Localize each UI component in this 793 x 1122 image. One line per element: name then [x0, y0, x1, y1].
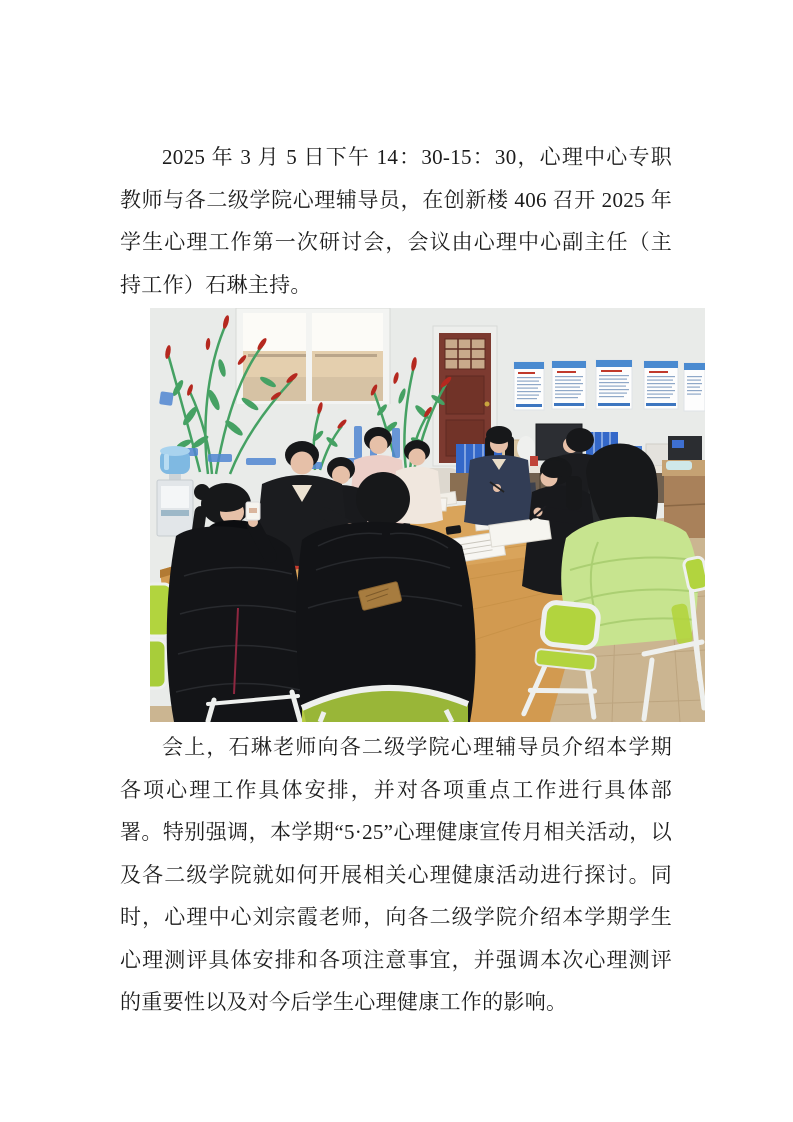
window	[234, 308, 392, 410]
paragraph-body: 会上，石琳老师向各二级学院心理辅导员介绍本学期各项心理工作具体安排，并对各项重点工作进行具体部署。特别强调，本学期“5·25”心理健康宣传月相关活动，以及各二级学院就如何开展相关心理健康活动进行探讨。同时，心理中心刘宗霞老师，向各二级学院介绍本学期学生心理测评具体安排和各项注意事宜，并强调本次心理测评的重要性以及对今后学生心理健康工作的影响。	[120, 735, 672, 1014]
poster	[684, 363, 705, 411]
poster	[596, 360, 632, 409]
poster	[514, 362, 544, 410]
poster	[644, 361, 678, 409]
paragraph-intro: 2025 年 3 月 5 日下午 14：30-15：30，心理中心专职教师与各二级学院心理辅导员，在创新楼 406 召开 2025 年学生心理工作第一次研讨会，会议由心理中心副主任（主持工作）石琳主持。	[120, 145, 672, 297]
side-cabinet	[662, 436, 705, 538]
poster	[552, 361, 586, 409]
meeting-photo	[150, 308, 705, 722]
poster-wall	[514, 360, 705, 411]
water-dispenser	[157, 446, 193, 536]
